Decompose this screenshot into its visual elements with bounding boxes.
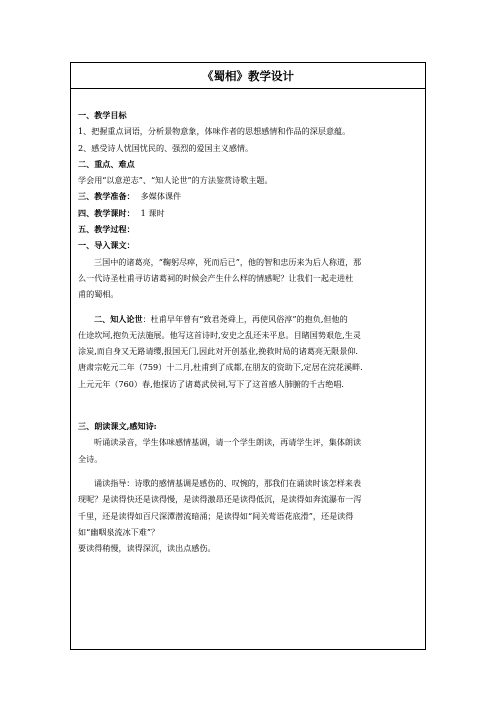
prep-value: 多媒体课件 (140, 191, 182, 202)
guide-line: 如“幽咽泉流冰下难”？ (78, 526, 160, 537)
objective-2: 2、感受诗人忧国忧民的、强烈的爱国主义感情。 (78, 142, 254, 153)
intro-line: 么一代诗圣杜甫寻访诸葛祠的时候会产生什么样的情感呢？让我们一起走进杜 (78, 272, 354, 283)
bg-line: 唐肃宗乾元二年（759）十二月,杜甫到了成都,在朋友的资助下,定居在浣花溪畔. (78, 362, 363, 373)
lesson-plan-table (70, 62, 426, 650)
reading-line: 听诵读录音，学生体味感情基调，请一个学生朗读，再请学生评，集体朗读 (94, 437, 362, 448)
guide-line: 现呢？是读得快还是读得慢，是读得激昂还是读得低沉，是读得如奔流瀑布一泻 (78, 494, 362, 505)
prep-label: 三、教学准备： (78, 191, 135, 202)
hours-row (78, 205, 422, 221)
hours-label: 四、教学课时： (78, 207, 135, 218)
guide-line: 千里，还是读得如百尺深潭潜流暗涌；是读得如“间关莺语花底滑”，还是读得 (78, 510, 354, 521)
reading-line: 全诗。 (78, 453, 103, 464)
objectives-heading: 一、教学目标 (78, 110, 127, 120)
final-line: 要读得稍慢，读得深沉，读出点感伤。 (78, 543, 216, 554)
intro-heading: 一、导入课文： (78, 240, 135, 251)
intro-line: 三国中的诸葛亮，“鞠躬尽瘁，死而后已”，他的智和忠历来为后人称道，那 (94, 256, 362, 267)
reading-heading: 三、朗读课文,感知诗: (78, 421, 157, 432)
bg-row (78, 311, 422, 327)
bg-label: 二、知人论世 (94, 313, 143, 324)
bg-line: 仕途坎坷,抱负无法施展。他写这首诗时,安史之乱还未平息。目睹国势艰危,生灵 (78, 329, 361, 340)
bg-line: 上元元年（760）春,他探访了诸葛武侯祠,写下了这首感人肺腑的千古绝唱. (78, 378, 344, 389)
prep-row (78, 188, 422, 204)
bg-line: ：杜甫早年曾有“致君尧舜上，再使风俗淳”的抱负,但他的 (142, 313, 348, 324)
key-text: 学会用“以意逆志”、“知人论世”的方法鉴赏诗歌主题。 (78, 175, 273, 186)
document-title: 《蜀相》教学设计 (71, 63, 425, 89)
key-heading: 二、重点、难点 (78, 158, 135, 169)
guide-line: 诵读指导：诗歌的感情基调是感伤的、叹惋的，那我们在诵读时该怎样来表 (94, 477, 362, 488)
intro-line: 甫的蜀相。 (78, 289, 119, 300)
hours-value: 1 课时 (140, 207, 165, 218)
lesson-content (78, 107, 422, 556)
objective-1: 1、把握重点词语，分析景物意象，体味作者的思想感情和作品的深层意蕴。 (78, 126, 351, 137)
bg-line: 涂炭,而自身又无路请缨,报国无门,因此对开创基业,挽救时局的诸葛亮无限景仰. (78, 346, 358, 357)
process-heading: 五、教学过程： (78, 224, 135, 235)
